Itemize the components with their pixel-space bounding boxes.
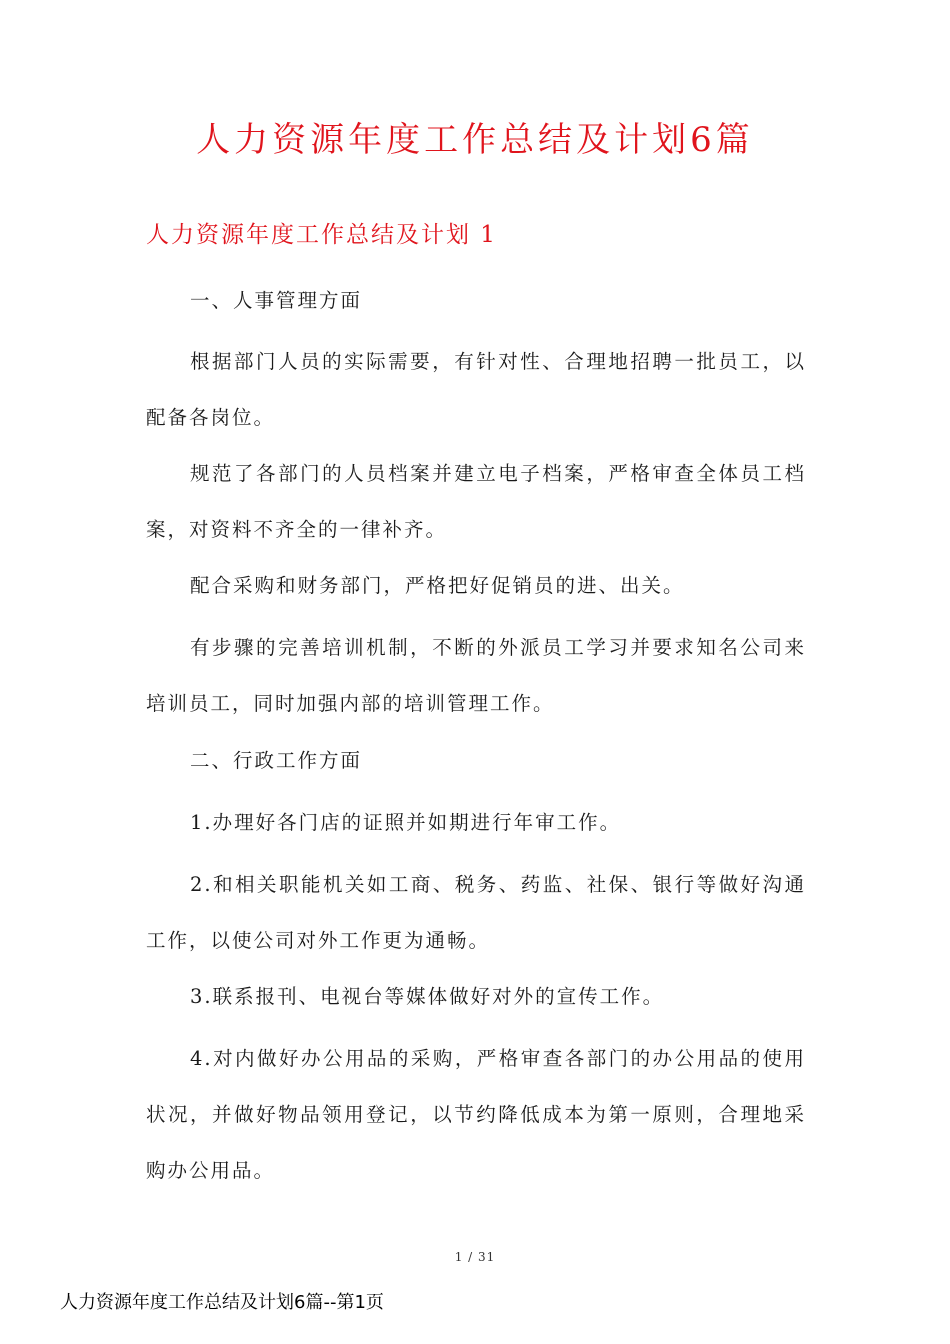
paragraph: 2.和相关职能机关如工商、税务、药监、社保、银行等做好沟通工作，以使公司对外工作更为通畅。: [146, 873, 806, 952]
paragraph: 4.对内做好办公用品的采购，严格审查各部门的办公用品的使用状况，并做好物品领用登记，以节约降低成本为第一原则，合理地采购办公用品。: [146, 1047, 806, 1182]
section-heading: 人力资源年度工作总结及计划 1: [146, 222, 497, 248]
paragraph: 有步骤的完善培训机制，不断的外派员工学习并要求知名公司来培训员工，同时加强内部的培训管理工作。: [146, 636, 806, 715]
footer-caption: 人力资源年度工作总结及计划6篇--第1页: [60, 1292, 384, 1313]
paragraph: 1.办理好各门店的证照并如期进行年审工作。: [190, 811, 622, 834]
subheading-personnel: 一、人事管理方面: [190, 289, 363, 312]
subheading-administration: 二、行政工作方面: [190, 749, 363, 772]
paragraph: 根据部门人员的实际需要，有针对性、合理地招聘一批员工，以配备各岗位。: [146, 350, 806, 429]
paragraph: 3.联系报刊、电视台等媒体做好对外的宣传工作。: [190, 985, 665, 1008]
page-number: 1 / 31: [454, 1250, 496, 1264]
paragraph: 规范了各部门的人员档案并建立电子档案，严格审查全体员工档案，对资料不齐全的一律补齐。: [146, 462, 806, 541]
paragraph: 配合采购和财务部门，严格把好促销员的进、出关。: [190, 574, 685, 597]
document-title: 人力资源年度工作总结及计划6篇: [196, 120, 754, 160]
